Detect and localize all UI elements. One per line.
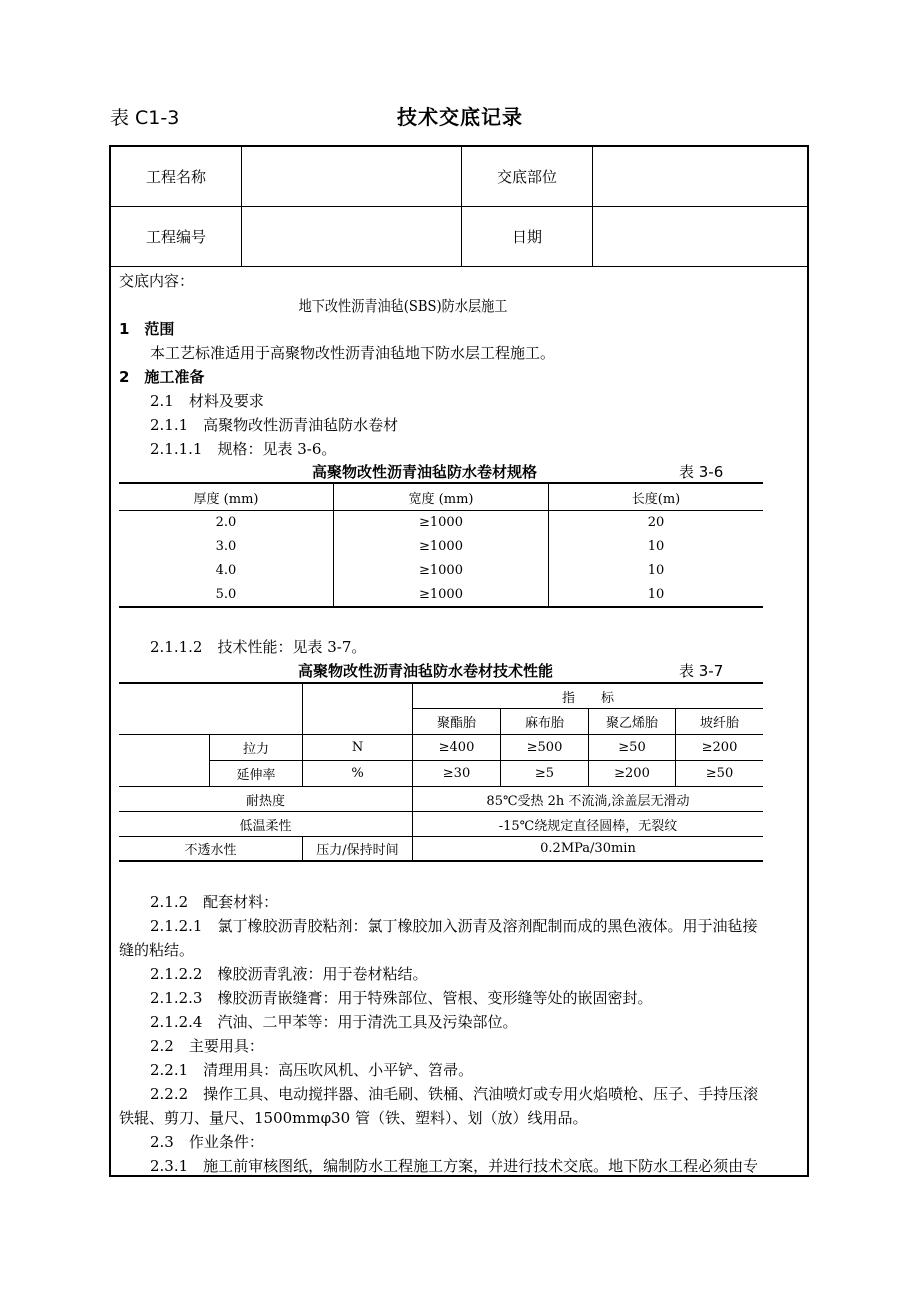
section-2-1-1-2: 2.1.1.2 技术性能：见表 3-7。 (150, 638, 367, 656)
section-2-2-2: 2.2.2 操作工具、电动搅拌器、油毛刷、铁桶、汽油喷灯或专用火焰喷枪、压子、手持压滚 (150, 1085, 759, 1103)
section-2-1-1-1: 2.1.1.1 规格：见表 3-6。 (150, 440, 337, 458)
table36-header-thickness: 厚度 (mm) (193, 491, 259, 507)
content-doc-title: 地下改性沥青油毡(SBS)防水层施工 (298, 297, 508, 315)
table36-cell: 10 (647, 562, 665, 578)
project-name-field[interactable] (242, 147, 461, 206)
section-2-2-2-cont: 铁辊、剪刀、量尺、1500mmφ30 管（铁、塑料）、划（放）线用品。 (119, 1109, 588, 1127)
elongation-unit: % (351, 766, 364, 781)
table36-cell: 10 (647, 538, 665, 554)
content-label: 交底内容： (119, 272, 195, 290)
info-divider-2 (111, 266, 807, 267)
table37-col-glassfiber: 坡纤胎 (699, 716, 739, 731)
project-no-label: 工程编号 (145, 228, 206, 246)
tensile-value: ≥400 (438, 740, 475, 755)
section-2-1-2-1-cont: 缝的粘结。 (119, 941, 195, 959)
tensile-unit: N (351, 740, 364, 755)
table36-cell: 20 (647, 514, 665, 530)
table36-cell: 5.0 (215, 586, 237, 602)
tensile-value: ≥50 (618, 740, 646, 755)
section-2-2: 2.2 主要用具： (150, 1037, 264, 1055)
section-1-text: 本工艺标准适用于高聚物改性沥青油毡地下防水层工程施工。 (150, 344, 556, 362)
elongation-value: ≥5 (534, 766, 555, 781)
section-2-1-2-2: 2.1.2.2 橡胶沥青乳液：用于卷材粘结。 (150, 965, 428, 983)
date-field[interactable] (593, 207, 807, 266)
table36-cell: 2.0 (215, 514, 237, 530)
table37-caption: 高聚物改性沥青油毡防水卷材技术性能 (298, 662, 554, 680)
table37-col-jute: 麻布胎 (524, 716, 564, 731)
part-label: 交底部位 (496, 168, 557, 186)
table37-col-polyester: 聚酯胎 (436, 716, 476, 731)
date-label: 日期 (511, 228, 542, 246)
section-2-1-2-4: 2.1.2.4 汽油、二甲苯等：用于清洗工具及污染部位。 (150, 1013, 518, 1031)
heat-resistance-label: 耐热度 (245, 793, 285, 809)
form-code: 表 C1-3 (110, 107, 180, 129)
section-2-1-1: 2.1.1 高聚物改性沥青油毡防水卷材 (150, 416, 399, 434)
table36-header-width: 宽度 (mm) (408, 491, 474, 507)
table37-bottom-rule (119, 860, 763, 862)
table36-cell: 10 (647, 586, 665, 602)
table36-bottom-rule (119, 606, 763, 608)
table36-cell: 4.0 (215, 562, 237, 578)
table36-number: 表 3-6 (679, 463, 724, 481)
elongation-value: ≥30 (442, 766, 471, 781)
tensile-value: ≥200 (701, 740, 738, 755)
low-temp-flex-label: 低温柔性 (239, 818, 292, 834)
project-no-field[interactable] (242, 207, 461, 266)
section-2-1: 2.1 材料及要求 (150, 392, 264, 410)
section-2-3: 2.3 作业条件： (150, 1133, 264, 1151)
section-1-heading: 1 范围 (119, 320, 175, 338)
impermeability-label: 不透水性 (184, 843, 237, 858)
table36-cell: ≥1000 (419, 514, 463, 530)
elongation-label: 延伸率 (236, 768, 276, 783)
tensile-label: 拉力 (242, 742, 269, 757)
section-2-1-2: 2.1.2 配套材料： (150, 893, 279, 911)
table36-cell: ≥1000 (419, 538, 463, 554)
project-name-label: 工程名称 (145, 168, 206, 186)
heat-resistance-value: 85℃受热 2h 不流淌,涂盖层无滑动 (486, 793, 690, 809)
impermeability-value: 0.2MPa/30min (540, 841, 636, 856)
document-title: 技术交底记录 (397, 105, 523, 129)
section-2-3-1: 2.3.1 施工前审核图纸，编制防水工程施工方案，并进行技术交底。地下防水工程必须由专 (150, 1157, 759, 1175)
table37-indicator-header: 指 标 (561, 690, 614, 706)
table36-caption: 高聚物改性沥青油毡防水卷材规格 (312, 463, 538, 481)
section-2-2-1: 2.2.1 清理用具：高压吹风机、小平铲、笤帚。 (150, 1061, 474, 1079)
table37-col-polyethylene: 聚乙烯胎 (605, 716, 658, 731)
part-field[interactable] (593, 147, 807, 206)
table36-header-length: 长度(m) (631, 491, 681, 507)
low-temp-flex-value: -15℃绕规定直径圆棒，无裂纹 (498, 818, 678, 834)
elongation-value: ≥200 (614, 766, 650, 781)
section-2-1-2-3: 2.1.2.3 橡胶沥青嵌缝膏：用于特殊部位、管根、变形缝等处的嵌固密封。 (150, 989, 653, 1007)
impermeability-sub: 压力/保持时间 (316, 843, 399, 858)
table36-cell: 3.0 (215, 538, 237, 554)
section-2-heading: 2 施工准备 (119, 368, 205, 386)
table36-cell: ≥1000 (419, 586, 463, 602)
tensile-value: ≥500 (526, 740, 563, 755)
elongation-value: ≥50 (705, 766, 734, 781)
table37-number: 表 3-7 (679, 662, 724, 680)
table36-cell: ≥1000 (419, 562, 463, 578)
section-2-1-2-1: 2.1.2.1 氯丁橡胶沥青胶粘剂：氯丁橡胶加入沥青及溶剂配制而成的黑色液体。用于油毡接 (150, 917, 758, 935)
